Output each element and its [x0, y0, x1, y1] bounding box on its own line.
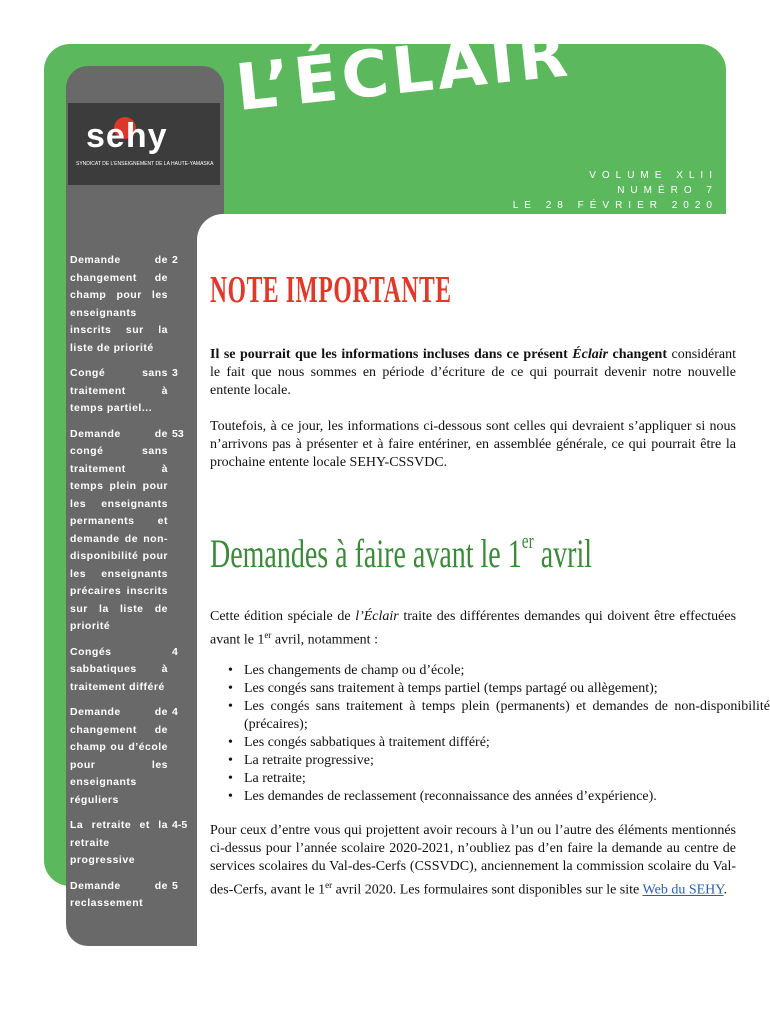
demandes-intro	[210, 608, 736, 650]
closing-sup: er	[325, 880, 333, 890]
closing-mid: avril 2020. Les formulaires sont disponibles sur le site	[335, 882, 640, 898]
newsletter-title: L’ÉCLAIR	[232, 17, 575, 126]
toc-item-title: La retraite et la retraite progressive	[70, 819, 168, 866]
intro-italic: l’Éclair	[355, 609, 399, 624]
closing-pre: Pour ceux d’entre vous qui projettent avoir recours à l’un ou l’autre des éléments mentionnés ci-dessus pour l’année scolaire 2020-2021, n’oubliez pas d’en faire la demande au centre de services scolaires du Val-des-Cerfs (CSSVDC), anciennement la commission scolaire du Val-des-Cerfs, avant le 1	[210, 823, 736, 898]
intro-mid: traite des différentes demandes qui doivent être effectuées avant le 1	[210, 609, 737, 648]
list-item: • La retraite progressive;	[244, 752, 770, 770]
logo-text: sehy	[86, 117, 168, 155]
note-heading: NOTE IMPORTANTE	[210, 269, 452, 311]
toc-item[interactable]	[70, 644, 196, 697]
numero: NUMÉRO 7	[617, 185, 718, 196]
list-item: • Les congés sans traitement à temps partiel (temps partagé ou allègement);	[244, 680, 770, 698]
toc-item-page: 3	[172, 367, 178, 379]
volume: VOLUME XLII	[589, 170, 718, 181]
demandes-heading	[210, 530, 592, 577]
toc-item[interactable]	[70, 365, 196, 418]
list-item: • Les demandes de reclassement (reconnaissance des années d’expérience).	[244, 788, 770, 806]
closing-end: .	[723, 882, 728, 898]
note-bold-2: changent	[612, 347, 667, 362]
toc-item-page: 53	[172, 427, 184, 440]
toc-item[interactable]	[70, 878, 196, 913]
demandes-heading-sup: er	[521, 528, 534, 553]
demandes-heading-post: avril	[540, 531, 593, 576]
list-item: • Les congés sans traitement à temps plein (permanents) et demandes de non-disponibilité (précaires);	[244, 698, 770, 734]
sehy-web-link[interactable]: Web du SEHY	[642, 882, 724, 898]
toc-item-page: 4	[172, 645, 178, 658]
toc-item-page: 2	[172, 254, 178, 266]
demandes-heading-pre: Demandes à faire avant le 1	[210, 531, 522, 576]
toc-item-title: Demande de changement de champ pour les enseignants inscrits sur la liste de priorité	[70, 254, 168, 354]
list-item: • Les congés sabbatiques à traitement différé;	[244, 734, 770, 752]
list-item: • La retraite;	[244, 770, 770, 788]
note-bold: Il se pourrait que les informations incluses dans ce présent	[210, 347, 568, 362]
toc-item-page: 5	[172, 879, 178, 892]
note-paragraph-1	[210, 346, 736, 400]
intro-pre: Cette édition spéciale de	[210, 609, 351, 624]
note-paragraph-2: Toutefois, à ce jour, les informations ci-dessous sont celles qui devraient s’appliquer si nous n’arrivons pas à présenter et à faire entériner, en assemblée générale, ce qui pourrait être la prochaine entente locale SEHY-CSSVDC.	[210, 419, 736, 470]
logo-subtitle: SYNDICAT DE L’ENSEIGNEMENT DE LA HAUTE-YAMASKA	[76, 161, 214, 167]
list-item: • Les changements de champ ou d’école;	[244, 662, 770, 680]
toc-item-page: 4	[172, 706, 178, 718]
toc-item-title: Congés sabbatiques à traitement différé	[70, 645, 168, 693]
toc-item-title: Demande de congé sans traitement à temps plein pour les enseignants permanents et demande de non-disponibilité pour les enseignants précaires inscrits sur la liste de priorité	[70, 427, 168, 632]
toc-item[interactable]	[70, 704, 196, 809]
demandes-closing	[210, 822, 736, 900]
note-bold-italic: Éclair	[572, 347, 609, 362]
demandes-list	[210, 662, 770, 806]
intro-sup: er	[264, 630, 272, 640]
issue-date: LE 28 FÉVRIER 2020	[512, 200, 718, 211]
toc-item-title: Demande de changement de champ ou d’école pour les enseignants réguliers	[70, 706, 168, 806]
toc-item[interactable]	[70, 817, 196, 870]
intro-post: avril, notamment :	[274, 632, 378, 648]
toc-item[interactable]	[70, 426, 196, 636]
toc-item-title: Congé sans traitement à temps partiel...	[70, 367, 168, 414]
note-rest: considérant le fait que nous sommes en période d’écriture de ce qui pourrait devenir notre nouvelle entente locale.	[210, 347, 737, 398]
toc-item-page: 4-5	[172, 819, 188, 831]
table-of-contents	[70, 252, 196, 921]
issue-info	[513, 168, 718, 213]
sehy-logo	[68, 103, 220, 185]
toc-item-title: Demande de reclassement	[70, 879, 168, 909]
toc-item[interactable]	[70, 252, 196, 357]
